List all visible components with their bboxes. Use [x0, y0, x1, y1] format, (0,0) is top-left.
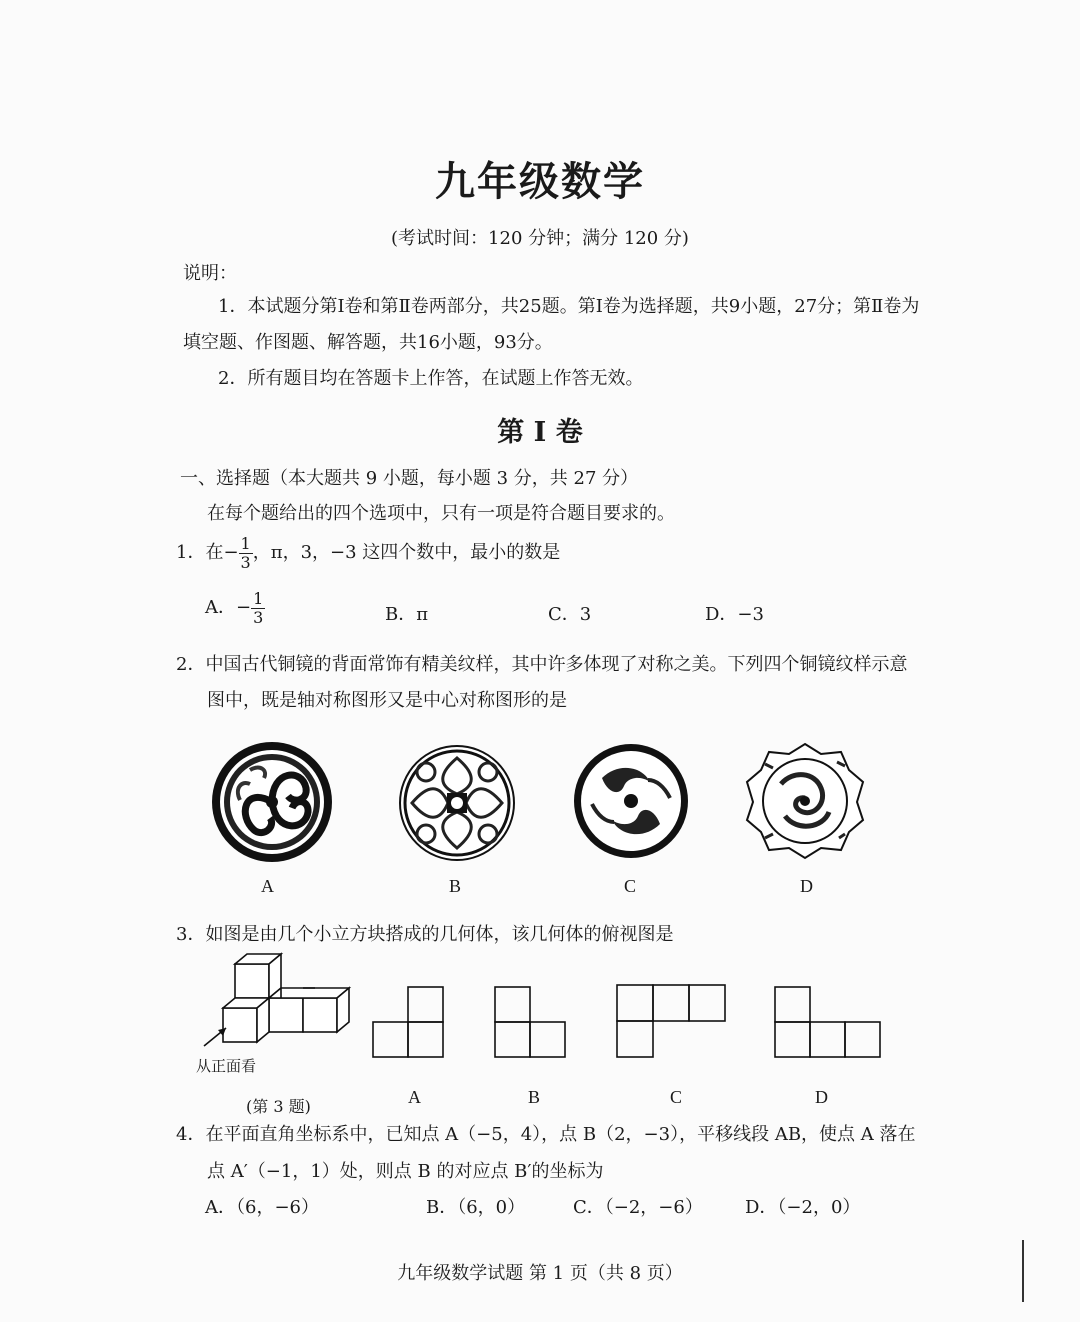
instruction-line-1b: 填空题、作图题、解答题，共16小题，93分。: [183, 332, 553, 353]
question-4-line-1: 4．在平面直角坐标系中，已知点 A（−5，4），点 B（2，−3），平移线段 AB，使点 A 落在: [176, 1124, 916, 1145]
instruction-line-1: 1．本试题分第Ⅰ卷和第Ⅱ卷两部分，共25题。第Ⅰ卷为选择题，共9小题，27分；第Ⅱ卷为: [218, 296, 920, 317]
front-view-label: 从正面看: [196, 1057, 257, 1075]
q3-option-a-grid: [372, 986, 446, 1060]
exam-info: (考试时间：120 分钟；满分 120 分): [391, 228, 689, 249]
mirror-a-label: A: [261, 876, 274, 896]
section-heading: 一、选择题（本大题共 9 小题，每小题 3 分，共 27 分）: [180, 468, 639, 489]
q1-option-c: C．3: [548, 604, 592, 625]
q3-option-c-label: C: [670, 1087, 683, 1107]
question-1-stem: [176, 535, 560, 571]
q4-option-b: B．（6，0）: [426, 1197, 526, 1218]
mirror-b-image: [398, 744, 516, 862]
volume-title: 第 Ⅰ 卷: [497, 417, 583, 448]
q4-option-d: D．（−2，0）: [745, 1197, 861, 1218]
q4-option-c: C．（−2，−6）: [573, 1197, 703, 1218]
q1-option-a: [205, 590, 265, 626]
q1-prefix: 1．在−: [176, 542, 239, 564]
q3-option-c-grid: [616, 984, 726, 1060]
q4-option-a: A．（6，−6）: [205, 1197, 319, 1218]
q3-option-b-label: B: [528, 1087, 541, 1107]
cube-solid-figure: [190, 950, 360, 1060]
q1-suffix: ，π，3，−3 这四个数中，最小的数是: [252, 542, 561, 564]
mirror-c-image: [572, 742, 690, 860]
q1-opt-a-prefix: A．−: [205, 597, 252, 619]
q1-option-d: D．−3: [705, 604, 764, 625]
q3-caption: (第 3 题): [246, 1097, 311, 1116]
q3-option-d-label: D: [815, 1087, 828, 1107]
scan-edge-line: [1022, 1240, 1024, 1302]
q1-opt-a-fraction: [251, 590, 265, 626]
q1-frac-num: 1: [240, 534, 251, 553]
section-note: 在每个题给出的四个选项中，只有一项是符合题目要求的。: [207, 503, 675, 524]
page-title: 九年级数学: [435, 158, 645, 205]
question-3-stem: 3．如图是由几个小立方块搭成的几何体，该几何体的俯视图是: [176, 924, 674, 945]
q1-opt-a-den: 3: [253, 607, 264, 627]
question-4-line-2: 点 A′（−1，1）处，则点 B 的对应点 B′的坐标为: [207, 1161, 604, 1182]
q3-option-d-grid: [774, 986, 884, 1060]
q1-option-b: B．π: [385, 604, 429, 625]
q1-fraction: [239, 535, 253, 571]
q3-option-a-label: A: [408, 1087, 421, 1107]
mirror-c-label: C: [624, 876, 637, 896]
question-2-line-1: 2．中国古代铜镜的背面常饰有精美纹样，其中许多体现了对称之美。下列四个铜镜纹样示意: [176, 654, 908, 675]
q3-option-b-grid: [494, 986, 568, 1060]
instruction-line-2: 2．所有题目均在答题卡上作答，在试题上作答无效。: [218, 368, 644, 389]
q1-opt-a-num: 1: [253, 589, 264, 608]
mirror-a-image: [210, 740, 334, 864]
instructions-label: 说明：: [183, 263, 237, 284]
mirror-d-image: [745, 742, 865, 860]
mirror-b-label: B: [449, 876, 462, 896]
question-2-line-2: 图中，既是轴对称图形又是中心对称图形的是: [207, 690, 567, 711]
q1-frac-den: 3: [240, 552, 251, 572]
page-footer: 九年级数学试题 第 1 页（共 8 页）: [397, 1263, 683, 1284]
mirror-d-label: D: [800, 876, 813, 896]
